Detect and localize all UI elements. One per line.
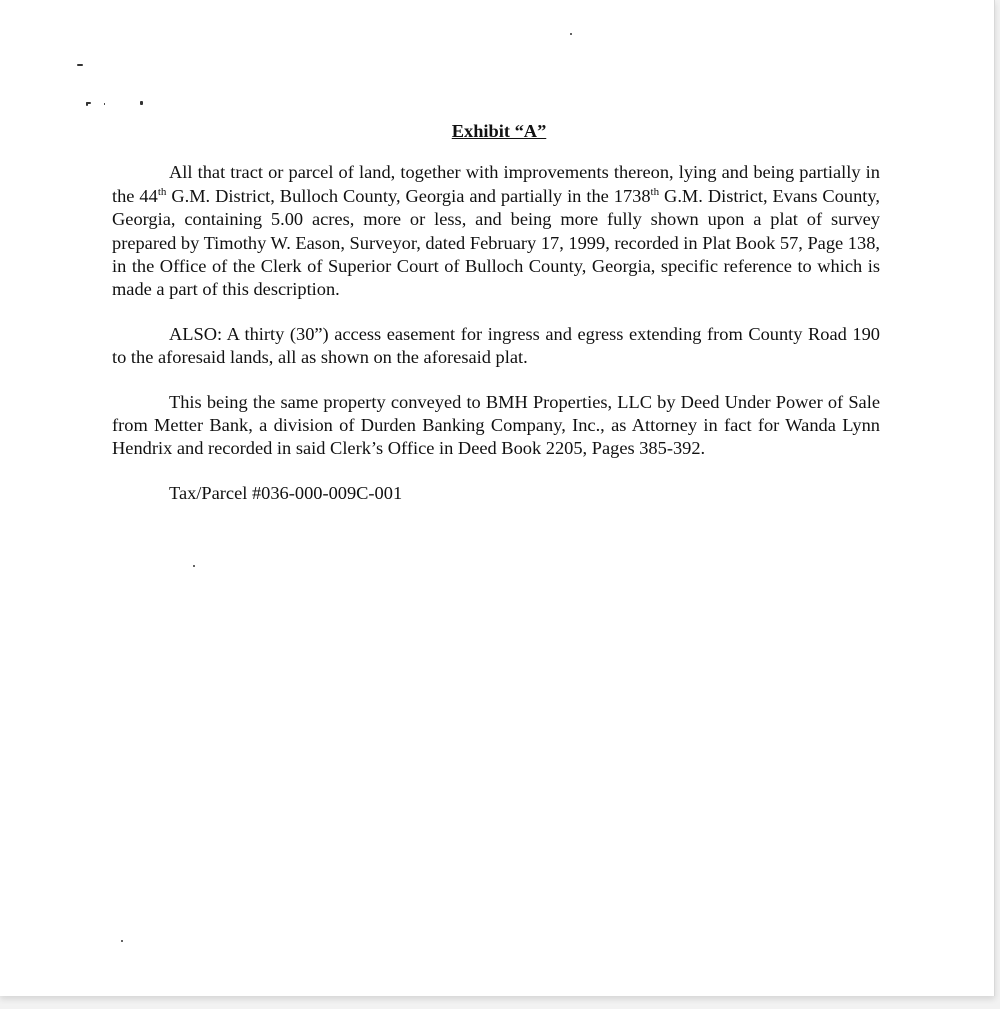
easement-paragraph: ALSO: A thirty (30”) access easement for ingress and egress extending from County Road 190 to the aforesaid lands, all as shown on the aforesaid plat. [112,323,880,368]
legal-description-paragraph [112,161,880,301]
paragraph1-text-b: G.M. District, Bulloch County, Georgia and partially in the 1738 [166,185,651,206]
scan-speck [86,102,88,106]
ordinal-suffix: th [650,185,660,198]
paragraph1-text-c: G.M. District, Evans County, Georgia, containing 5.00 acres, more or less, and being more fully shown upon a plat of survey prepared by Timothy W. Eason, Surveyor, dated February 17, 1999, recorded in Plat Book 57, Page 138, in the Office of the Clerk of Superior Court of Bulloch County, Georgia, specific reference to which is made a part of this description. [112,185,880,300]
conveyance-paragraph: This being the same property conveyed to BMH Properties, LLC by Deed Under Power of Sale from Metter Bank, a division of Durden Banking Company, Inc., as Attorney in fact for Wanda Lynn Hendrix and recorded in said Clerk’s Office in Deed Book 2205, Pages 385-392. [112,391,880,459]
scan-speck [140,101,143,105]
exhibit-title: Exhibit “A” [451,121,547,141]
document-body [112,120,880,505]
scan-speck [77,64,83,66]
scan-speck [570,33,572,35]
scan-speck [104,103,105,105]
tax-parcel-number: Tax/Parcel #036-000-009C-001 [169,482,403,503]
ordinal-suffix: th [157,185,167,198]
scan-speck [193,565,195,567]
scan-speck [121,940,123,942]
paragraph1-text-a: All that tract or parcel of land, together with improvements thereon, lying and being partially in the 44 [112,162,880,206]
